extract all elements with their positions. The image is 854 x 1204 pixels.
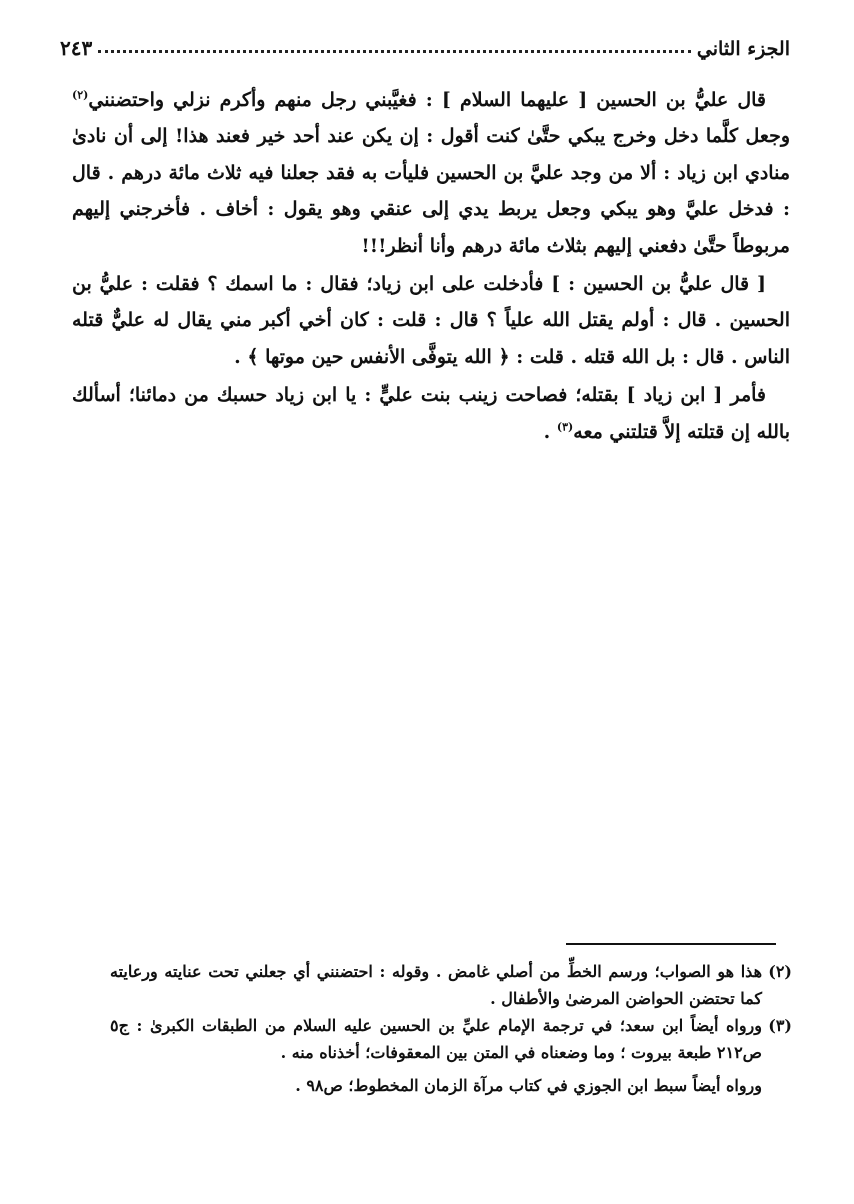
footnote-2 — [110, 958, 792, 1012]
header-leader-dots — [98, 50, 691, 53]
paragraph-2: [ قال عليُّ بن الحسين : ] فأدخلت على ابن زياد؛ فقال : ما اسمك ؟ فقلت : عليُّ بن الحسين . قال : أولم يقتل الله علياً ؟ قال : قلت : كان أخي أكبر مني يقال له عليٌّ قتله الناس . قال : بل الله قتله . قلت : ﴿ الله يتوفَّى الأنفس حين موتها ﴾ . — [72, 273, 790, 368]
running-header — [60, 26, 790, 60]
main-text — [72, 82, 790, 450]
paragraph-1 — [72, 82, 790, 264]
footnote-separator — [566, 943, 776, 945]
paragraph-3-text-b: . — [543, 420, 557, 443]
footnote-3 — [110, 1012, 792, 1066]
footnote-2-text: هذا هو الصواب؛ ورسم الخطِّ من أصلي غامض . وقوله : احتضنني أي جعلني تحت عنايته ورعايته كما تحتضن الحواضن المرضىٰ والأطفال . — [110, 962, 762, 1008]
paragraph-3-text-a: فأمر [ ابن زياد ] بقتله؛ فصاحت زينب بنت عليٍّ : يا ابن زياد حسبك من دمائنا؛ أسألك بالله إن قتلته إلاَّ قتلتني معه — [72, 384, 790, 443]
footnote-3-mark: (٣) — [768, 1016, 792, 1035]
footnote-3-text: ورواه أيضاً ابن سعد؛ في ترجمة الإمام عليِّ بن الحسين عليه السلام من الطبقات الكبرىٰ : ج٥ ص٢١٢ طبعة بيروت ؛ وما وضعناه في المتن بين المعقوفات؛ أخذناه منه . — [110, 1016, 762, 1062]
footnotes — [110, 958, 792, 1099]
footnote-3-continuation: ورواه أيضاً سبط ابن الجوزي في كتاب مرآة الزمان المخطوط؛ ص٩٨ . — [295, 1076, 762, 1095]
paragraph-3 — [72, 377, 790, 450]
footnote-2-mark: (٢) — [768, 962, 792, 981]
page-number: ٢٤٣ — [60, 36, 93, 60]
paragraph-1-text-a: قال عليُّ بن الحسين [ عليهما السلام ] : فغيَّبني رجل منهم وأكرم نزلي واحتضنني — [88, 89, 766, 111]
footnote-ref-3: (٣) — [556, 420, 574, 434]
volume-title: الجزء الثاني — [696, 38, 790, 60]
paragraph-1-text-b: وجعل كلَّما دخل وخرج يبكي حتَّىٰ كنت أقول : إن يكن عند أحد خير فعند هذا! إلى أن نادىٰ منادي ابن زياد : ألا من وجد عليَّ بن الحسين فليأت به فقد جعلنا فيه ثلاث مائة درهم . قال : فدخل عليَّ وهو يبكي وجعل يربط يدي إلى عنقي وهو يقول : أخاف . فأخرجني إليهم مربوطاً حتَّىٰ دفعني إليهم بثلاث مائة درهم وأنا أنظر!!! — [72, 125, 790, 257]
footnote-ref-2: (٢) — [72, 88, 89, 102]
